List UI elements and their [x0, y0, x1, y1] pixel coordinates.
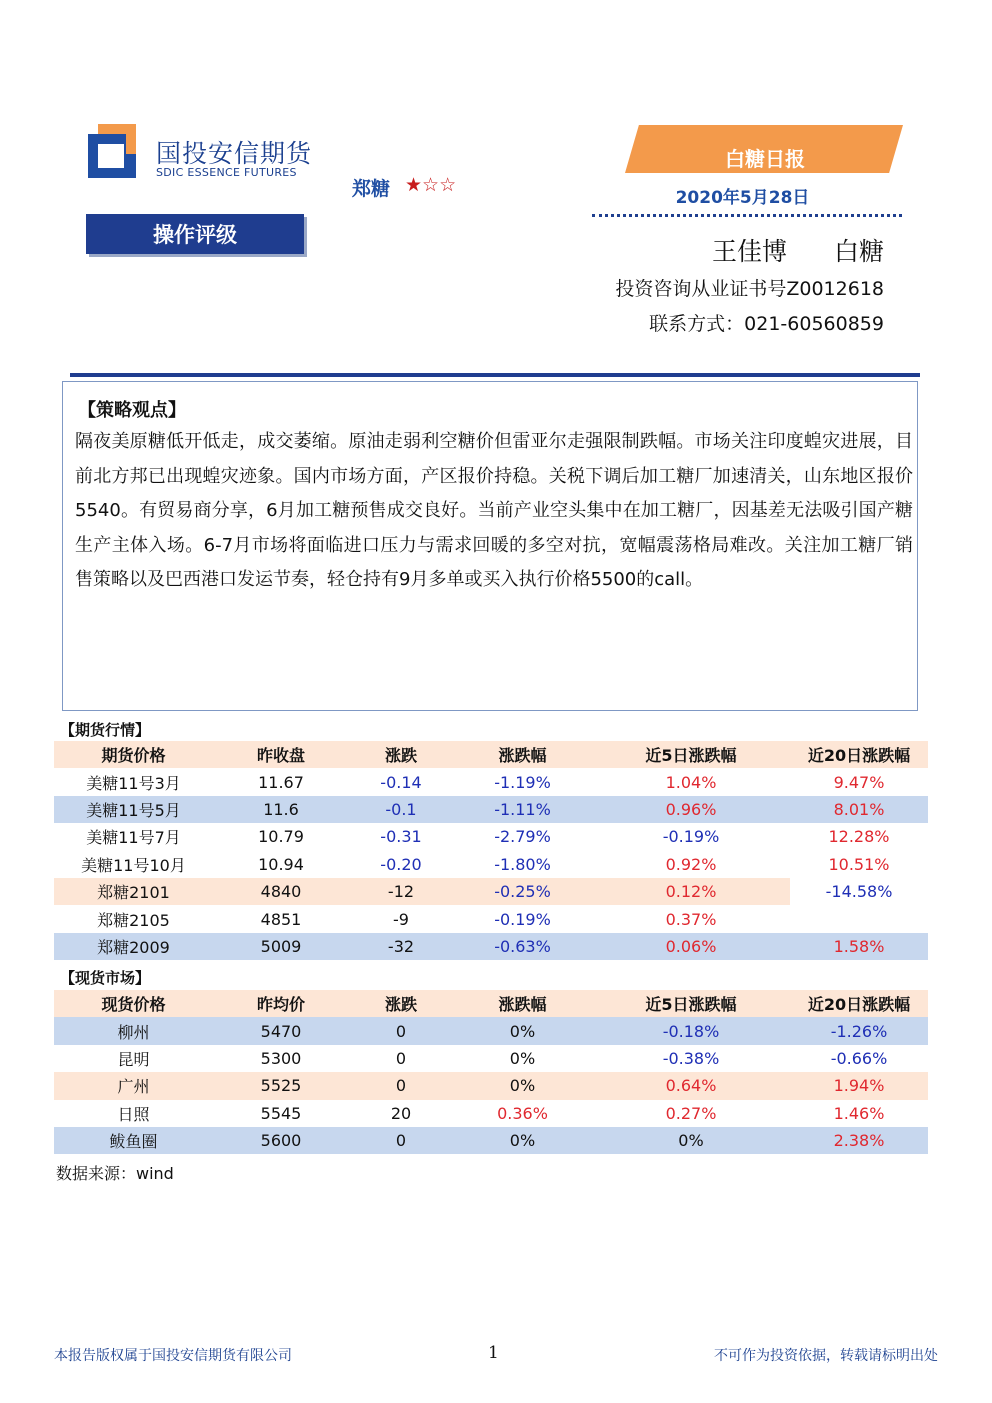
cell-pct: 0.36%: [453, 1100, 592, 1127]
cell-5d: 0.37%: [592, 905, 790, 932]
cell-name: 郑糖2009: [54, 933, 213, 960]
page-number: 1: [488, 1343, 499, 1363]
analyst-topic: 白糖: [834, 237, 885, 266]
dotted-divider: [592, 214, 902, 217]
table-row: [54, 1017, 928, 1044]
cell-change: -0.1: [349, 796, 453, 823]
cell-5d: 0.92%: [592, 851, 790, 878]
cell-name: 昆明: [54, 1045, 213, 1072]
table-row: [54, 823, 928, 850]
footer-disclaimer: 不可作为投资依据，转载请标明出处: [714, 1348, 938, 1364]
cell-5d: 1.04%: [592, 768, 790, 795]
footer-copyright: 本报告版权属于国投安信期货有限公司: [54, 1348, 292, 1364]
cell-pct: 0%: [453, 1072, 592, 1099]
column-header: 近20日涨跌幅: [790, 741, 928, 768]
cell-20d: -1.26%: [790, 1017, 928, 1044]
cell-change: -0.20: [349, 851, 453, 878]
cell-prev: 4851: [213, 905, 349, 932]
cell-20d: 1.46%: [790, 1100, 928, 1127]
cell-20d: -14.58%: [790, 878, 928, 905]
cell-name: 郑糖2105: [54, 905, 213, 932]
cell-prev: 5600: [213, 1127, 349, 1154]
table-row: [54, 851, 928, 878]
cell-20d: 1.58%: [790, 933, 928, 960]
cell-20d: 1.94%: [790, 1072, 928, 1099]
column-header: 昨均价: [213, 990, 349, 1017]
cell-pct: -0.25%: [453, 878, 592, 905]
table-row: [54, 1100, 928, 1127]
cell-name: 美糖11号5月: [54, 796, 213, 823]
column-header: 涨跌: [349, 990, 453, 1017]
cell-change: -12: [349, 878, 453, 905]
column-header: 昨收盘: [213, 741, 349, 768]
cell-20d: 8.01%: [790, 796, 928, 823]
table-row: [54, 1127, 928, 1154]
cell-prev: 10.94: [213, 851, 349, 878]
cell-prev: 5009: [213, 933, 349, 960]
cell-name: 郑糖2101: [54, 878, 213, 905]
cell-pct: -0.63%: [453, 933, 592, 960]
cell-name: 美糖11号3月: [54, 768, 213, 795]
cell-change: -0.14: [349, 768, 453, 795]
cell-5d: 0%: [592, 1127, 790, 1154]
cell-pct: -1.11%: [453, 796, 592, 823]
cell-pct: 0%: [453, 1127, 592, 1154]
column-header: 近5日涨跌幅: [592, 990, 790, 1017]
column-header: 涨跌幅: [453, 990, 592, 1017]
cell-5d: 0.27%: [592, 1100, 790, 1127]
cell-name: 鲅鱼圈: [54, 1127, 213, 1154]
cell-change: -0.31: [349, 823, 453, 850]
cell-change: 20: [349, 1100, 453, 1127]
report-title: 白糖日报: [725, 147, 805, 171]
cell-20d: 9.47%: [790, 768, 928, 795]
cell-5d: 0.64%: [592, 1072, 790, 1099]
cell-prev: 5545: [213, 1100, 349, 1127]
cell-pct: -1.19%: [453, 768, 592, 795]
contact-info: 联系方式：021-60560859: [649, 313, 884, 335]
section-rule: [70, 373, 920, 377]
cell-5d: -0.19%: [592, 823, 790, 850]
table-row: [54, 878, 928, 905]
cell-20d: 2.38%: [790, 1127, 928, 1154]
cell-5d: 0.96%: [592, 796, 790, 823]
table-row: [54, 905, 928, 932]
cell-change: 0: [349, 1017, 453, 1044]
column-header: 近20日涨跌幅: [790, 990, 928, 1017]
cell-pct: -1.80%: [453, 851, 592, 878]
column-header: 期货价格: [54, 741, 213, 768]
cell-20d: -0.66%: [790, 1045, 928, 1072]
table-header-row: [54, 741, 928, 768]
company-name-en: SDIC ESSENCE FUTURES: [156, 166, 297, 179]
cell-pct: -2.79%: [453, 823, 592, 850]
cell-prev: 10.79: [213, 823, 349, 850]
strategy-heading: 【策略观点】: [78, 400, 186, 421]
cell-5d: -0.18%: [592, 1017, 790, 1044]
column-header: 现货价格: [54, 990, 213, 1017]
spot-section-title: 【现货市场】: [60, 969, 151, 987]
cell-change: 0: [349, 1072, 453, 1099]
cell-prev: 5300: [213, 1045, 349, 1072]
table-row: [54, 1072, 928, 1099]
license-number: 投资咨询从业证书号Z0012618: [615, 278, 884, 300]
product-name: 郑糖: [352, 178, 391, 200]
company-logo: [88, 124, 136, 178]
cell-5d: 0.06%: [592, 933, 790, 960]
analyst-name: 王佳博: [712, 237, 788, 266]
report-date: 2020年5月28日: [675, 188, 810, 208]
cell-pct: -0.19%: [453, 905, 592, 932]
spot-table: [54, 990, 928, 1154]
cell-5d: -0.38%: [592, 1045, 790, 1072]
data-source: 数据来源：wind: [56, 1164, 174, 1183]
futures-table: [54, 741, 928, 960]
cell-20d: [790, 905, 928, 932]
cell-change: 0: [349, 1127, 453, 1154]
cell-name: 柳州: [54, 1017, 213, 1044]
cell-20d: 10.51%: [790, 851, 928, 878]
cell-prev: 11.67: [213, 768, 349, 795]
company-name-cn: 国投安信期货: [156, 139, 313, 168]
cell-prev: 5470: [213, 1017, 349, 1044]
column-header: 近5日涨跌幅: [592, 741, 790, 768]
table-row: [54, 796, 928, 823]
cell-name: 日照: [54, 1100, 213, 1127]
cell-name: 美糖11号7月: [54, 823, 213, 850]
cell-5d: 0.12%: [592, 878, 790, 905]
cell-change: -32: [349, 933, 453, 960]
futures-section-title: 【期货行情】: [60, 721, 151, 739]
cell-20d: 12.28%: [790, 823, 928, 850]
cell-change: 0: [349, 1045, 453, 1072]
cell-pct: 0%: [453, 1017, 592, 1044]
operation-rating-label: 操作评级: [86, 214, 304, 254]
cell-prev: 4840: [213, 878, 349, 905]
cell-name: 美糖11号10月: [54, 851, 213, 878]
table-header-row: [54, 990, 928, 1017]
cell-prev: 5525: [213, 1072, 349, 1099]
cell-pct: 0%: [453, 1045, 592, 1072]
cell-prev: 11.6: [213, 796, 349, 823]
column-header: 涨跌幅: [453, 741, 592, 768]
table-row: [54, 933, 928, 960]
cell-name: 广州: [54, 1072, 213, 1099]
table-row: [54, 1045, 928, 1072]
strategy-text: 隔夜美原糖低开低走，成交萎缩。原油走弱利空糖价但雷亚尔走强限制跌幅。市场关注印度蝗灾进展，目前北方邦已出现蝗灾迹象。国内市场方面，产区报价持稳。关税下调后加工糖厂加速清关，山东地区报价5540。有贸易商分享，6月加工糖预售成交良好。当前产业空头集中在加工糖厂，因基差无法吸引国产糖生产主体入场。6-7月市场将面临进口压力与需求回暖的多空对抗，宽幅震荡格局难改。关注加工糖厂销售策略以及巴西港口发运节奏，轻仓持有9月多单或买入执行价格5500的call。: [75, 431, 913, 590]
rating-stars: ★☆☆: [405, 174, 457, 196]
column-header: 涨跌: [349, 741, 453, 768]
table-row: [54, 768, 928, 795]
cell-change: -9: [349, 905, 453, 932]
